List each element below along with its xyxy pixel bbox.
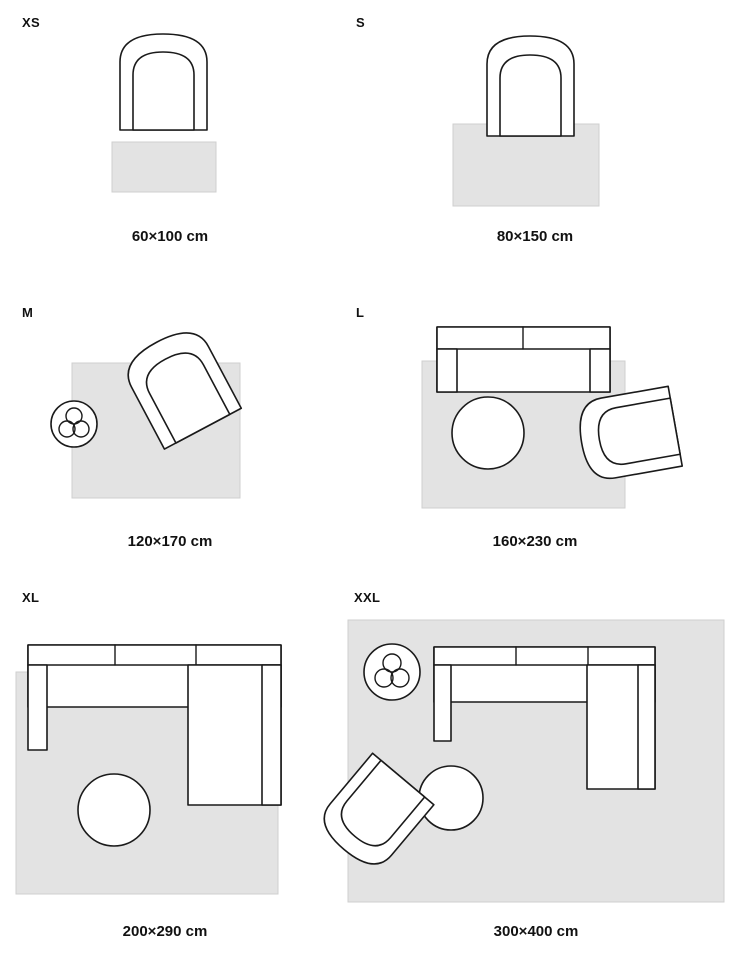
layout-svg-m (0, 295, 340, 530)
coffee-table-xxl (419, 766, 483, 830)
size-code-m: M (22, 305, 34, 320)
size-code-xl: XL (22, 590, 40, 605)
size-cell-s (340, 0, 730, 270)
sofa-arm-left-l (437, 349, 457, 392)
layout-svg-s (340, 0, 730, 215)
corner-sofa-arm-right-xl (262, 665, 281, 805)
layout-svg-l (340, 295, 730, 530)
layout-svg-xxl (318, 610, 730, 910)
sofa-arm-right-l (590, 349, 610, 392)
dimension-label-l: 160×230 cm (492, 533, 578, 550)
dimension-label-xs: 60×100 cm (131, 228, 209, 245)
rug-shape-xs (112, 142, 216, 192)
size-cell-l (340, 275, 730, 565)
layout-svg-xs (0, 0, 340, 215)
size-cell-xl (0, 575, 330, 960)
layout-illustration-l (340, 295, 730, 530)
layout-illustration-xs (0, 0, 340, 210)
armchair-seat-s (500, 55, 561, 136)
dimension-label-m: 120×170 cm (127, 533, 213, 550)
corner-sofa-arm-left-xl (28, 665, 47, 750)
layout-svg-xl (0, 610, 330, 900)
dimension-label-xxl: 300×400 cm (493, 923, 579, 940)
layout-illustration-m (0, 295, 340, 530)
size-code-l: L (356, 305, 365, 320)
corner-sofa-arm-left-xxl (434, 665, 451, 741)
size-code-xs: XS (22, 15, 40, 30)
corner-sofa-backrest-xxl (434, 647, 655, 665)
corner-sofa-backrest-xl (28, 645, 281, 665)
size-cell-xxl (318, 575, 730, 960)
armchair-seat-xs (133, 52, 194, 130)
size-code-xxl: XXL (354, 590, 381, 605)
layout-illustration-s (340, 0, 730, 215)
coffee-table-l (452, 397, 524, 469)
dimension-label-s: 80×150 cm (496, 228, 574, 245)
layout-illustration-xxl (318, 610, 730, 910)
size-code-s: S (356, 15, 365, 30)
layout-illustration-xl (0, 610, 330, 900)
size-cell-xs (0, 0, 340, 270)
coffee-table-xl (78, 774, 150, 846)
corner-sofa-arm-right-xxl (638, 665, 655, 789)
dimension-label-xl: 200×290 cm (122, 923, 208, 940)
size-cell-m (0, 275, 340, 565)
